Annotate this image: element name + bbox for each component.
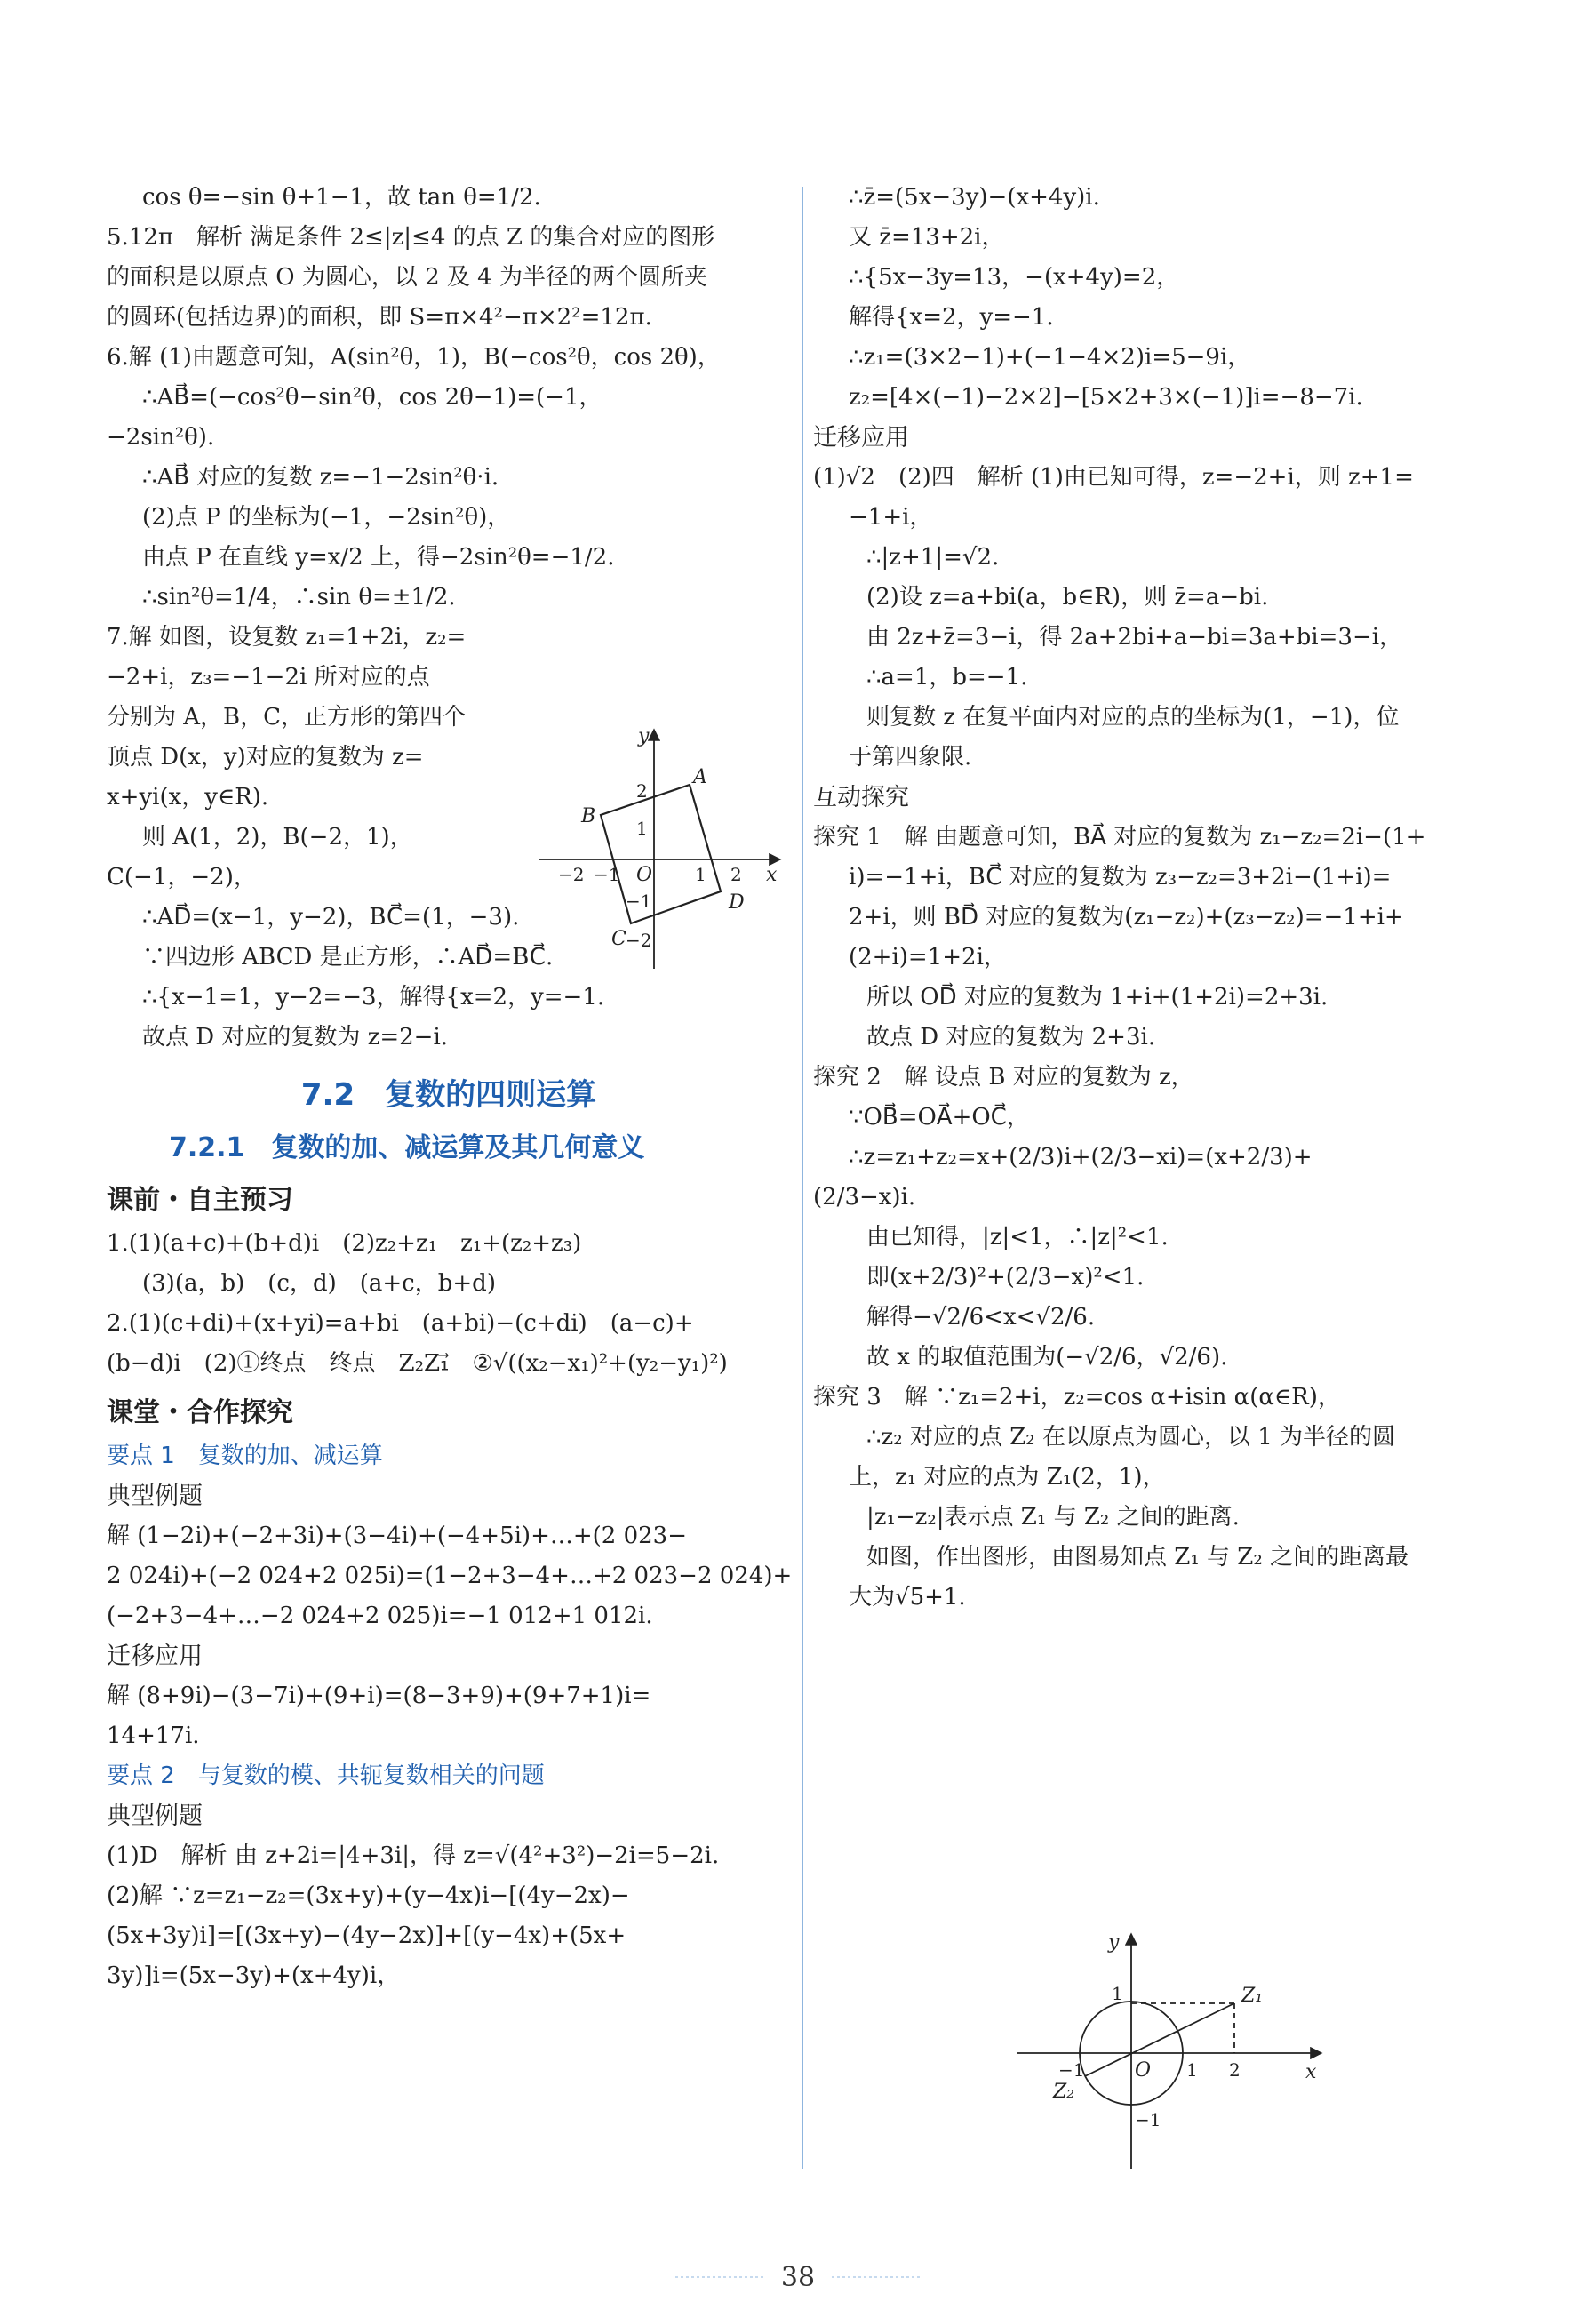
text-line: ∵四边形 ABCD 是正方形，∴AD⃗=BC⃗. [142,944,554,971]
section-heading: 课前・自主预习 [107,1185,293,1216]
text-line: x+yi(x，y∈R). [107,784,269,811]
text-line: 探究 3 解 ∵z₁=2+i，z₂=cos α+isin α(α∈R)， [813,1384,1341,1411]
text-line: 6.解 (1)由题意可知，A(sin²θ，1)，B(−cos²θ，cos 2θ)， [107,344,721,371]
point-d-label: D [729,891,745,914]
point-z2-label: Z₂ [1053,2081,1075,2103]
text-line: ∴AD⃗=(x−1，y−2)，BC⃗=(1，−3). [142,904,520,931]
subsection-label: 典型例题 [107,1802,203,1830]
tick-x: 1 [695,864,706,885]
y-label: y [638,725,650,747]
text-line: 顶点 D(x，y)对应的复数为 z= [107,744,424,771]
y-label: y [1108,1931,1120,1954]
text-line: 7.解 如图，设复数 z₁=1+2i，z₂= [107,624,467,651]
segment-z2-z1 [1085,2003,1234,2076]
text-line: 3y)]i=(5x−3y)+(x+4y)i， [107,1962,401,1989]
tick-y: 2 [636,780,648,802]
tick-y: −1 [626,891,652,912]
tick-y: −1 [1135,2109,1161,2130]
text-line: 解 (8+9i)−(3−7i)+(9+i)=(8−3+9)+(9+7+1)i= [107,1683,651,1709]
tick-y: 1 [636,818,648,839]
text-line: −2+i，z₃=−1−2i 所对应的点 [107,664,430,691]
text-line: ∴AB⃗=(−cos²θ−sin²θ，cos 2θ−1)=(−1， [142,384,602,411]
square-abcd [601,785,721,923]
text-line: 又 z̄=13+2i， [849,224,1005,251]
origin-label: O [636,864,653,886]
subsection-label: 迁移应用 [107,1643,203,1670]
text-line: (2/3−x)i. [813,1184,916,1211]
text-line: (3)(a，b) (c，d) (a+c，b+d) [142,1270,496,1297]
text-line: 探究 1 解 由题意可知，BA⃗ 对应的复数为 z₁−z₂=2i−(1+ [813,824,1426,851]
text-line: (1)D 解析 由 z+2i=|4+3i|，得 z=√(4²+3²)−2i=5−2i. [107,1842,720,1869]
text-line: z₂=[4×(−1)−2×2]−[5×2+3×(−1)]i=−8−7i. [849,384,1363,411]
text-line: 解得−√2/6<x<√2/6. [866,1304,1096,1331]
text-line: (2)点 P 的坐标为(−1，−2sin²θ)， [142,504,511,531]
text-line: C(−1，−2)， [107,864,257,891]
tick-x: 2 [1229,2059,1241,2081]
text-line: ∴z₂ 对应的点 Z₂ 在以原点为圆心，以 1 为半径的圆 [866,1424,1396,1451]
text-line: |z₁−z₂|表示点 Z₁ 与 Z₂ 之间的距离. [866,1504,1240,1531]
text-line: 上，z₁ 对应的点为 Z₁(2，1)， [849,1464,1166,1491]
point-b-label: B [581,805,596,827]
text-line: (−2+3−4+…−2 024+2 025)i=−1 012+1 012i. [107,1603,653,1629]
text-line: ∴z=z₁+z₂=x+(2/3)i+(2/3−xi)=(x+2/3)+ [849,1144,1313,1171]
text-line: 故点 D 对应的复数为 2+3i. [866,1024,1156,1051]
text-line: 探究 2 解 设点 B 对应的复数为 z， [813,1064,1194,1091]
text-line: ∴|z+1|=√2. [866,544,1000,571]
text-line: 1.(1)(a+c)+(b+d)i (2)z₂+z₁ z₁+(z₂+z₃) [107,1230,582,1257]
text-line: ∴a=1，b=−1. [866,664,1028,691]
text-line: ∴AB⃗ 对应的复数 z=−1−2sin²θ·i. [142,464,499,491]
text-line: 5.12π 解析 满足条件 2≤|z|≤4 的点 Z 的集合对应的图形 [107,224,715,251]
text-line: 的面积是以原点 O 为圆心，以 2 及 4 为半径的两个圆所夹 [107,264,707,291]
text-line: 由点 P 在直线 y=x/2 上，得−2sin²θ=−1/2. [142,544,615,571]
subsection-label: 互动探究 [813,784,909,811]
text-line: 大为√5+1. [849,1584,966,1611]
text-line: 于第四象限. [849,744,972,771]
text-line: 解得{x=2，y=−1. [849,304,1054,331]
text-line: 分别为 A，B，C，正方形的第四个 [107,704,467,731]
tick-x: −1 [594,864,620,885]
origin-label: O [1135,2059,1152,2082]
text-line: ∴z̄=(5x−3y)−(x+4y)i. [849,184,1100,211]
tick-x: −2 [558,864,585,885]
text-line: 即(x+2/3)²+(2/3−x)²<1. [866,1264,1145,1291]
key-point-heading: 要点 2 与复数的模、共轭复数相关的问题 [107,1762,545,1789]
heading-7-2-1: 7.2.1 复数的加、减运算及其几何意义 [169,1132,645,1163]
text-line: 则复数 z 在复平面内对应的点的坐标为(1，−1)，位 [866,704,1400,731]
text-line: 所以 OD⃗ 对应的复数为 1+i+(1+2i)=2+3i. [866,984,1329,1011]
text-line: 故点 D 对应的复数为 z=2−i. [142,1024,449,1051]
text-line: (b−d)i (2)①终点 终点 Z₂Z₁⃗ ②√((x₂−x₁)²+(y₂−y₁)²) [107,1350,728,1377]
point-a-label: A [693,766,707,788]
left-column [107,178,791,1996]
section-heading: 课堂・合作探究 [107,1397,293,1428]
text-line: cos θ=−sin θ+1−1，故 tan θ=1/2. [142,184,541,211]
right-column [813,178,1497,1618]
text-line: (2+i)=1+2i， [849,944,1007,971]
figure-unit-circle [1009,1929,1346,2178]
text-line: 解 (1−2i)+(−2+3i)+(3−4i)+(−4+5i)+…+(2 023− [107,1523,688,1549]
heading-7-2: 7.2 复数的四则运算 [300,1077,597,1113]
point-c-label: C [611,928,626,950]
x-label: x [1305,2061,1317,2083]
text-line: ∴z₁=(3×2−1)+(−1−4×2)i=5−9i， [849,344,1251,371]
text-line: −2sin²θ). [107,424,215,451]
text-line: 由 2z+z̄=3−i，得 2a+2bi+a−bi=3a+bi=3−i， [866,624,1403,651]
text-line: (5x+3y)i]=[(3x+y)−(4y−2x)]+[(y−4x)+(5x+ [107,1922,626,1949]
tick-x: −1 [1058,2059,1085,2081]
tick-y: 1 [1112,1983,1123,2004]
tick-x: 2 [730,864,742,885]
text-line: 则 A(1，2)，B(−2，1)， [142,824,413,851]
text-line: i)=−1+i，BC⃗ 对应的复数为 z₃−z₂=3+2i−(1+i)= [849,864,1392,891]
text-line: 故 x 的取值范围为(−√2/6，√2/6). [866,1344,1228,1371]
text-line: ∴sin²θ=1/4，∴sin θ=±1/2. [142,584,456,611]
text-line: 2.(1)(c+di)+(x+yi)=a+bi (a+bi)−(c+di) (a−c)+ [107,1310,694,1337]
point-z1-label: Z₁ [1241,1985,1264,2007]
key-point-heading: 要点 1 复数的加、减运算 [107,1443,383,1469]
text-line: 如图，作出图形，由图易知点 Z₁ 与 Z₂ 之间的距离最 [866,1544,1409,1571]
subsection-label: 典型例题 [107,1483,203,1510]
text-line: 2+i，则 BD⃗ 对应的复数为(z₁−z₂)+(z₃−z₂)=−1+i+ [849,904,1404,931]
tick-y: −2 [626,930,652,951]
figure-square-abcd [521,724,787,973]
subsection-label: 迁移应用 [813,424,909,452]
text-line: (1)√2 (2)四 解析 (1)由已知可得，z=−2+i，则 z+1= [813,464,1414,491]
text-line: 14+17i. [107,1723,200,1749]
text-line: ∵OB⃗=OA⃗+OC⃗， [849,1104,1030,1131]
page-number: 38 [780,2262,816,2293]
text-line: (2)解 ∵z=z₁−z₂=(3x+y)+(y−4x)i−[(4y−2x)− [107,1882,630,1909]
column-divider [802,187,803,2169]
tick-x: 1 [1186,2059,1198,2081]
text-line: −1+i， [849,504,933,531]
text-line: (2)设 z=a+bi(a，b∈R)，则 z̄=a−bi. [866,584,1269,611]
text-line: ∴{5x−3y=13，−(x+4y)=2， [849,264,1180,291]
text-line: 由已知得，|z|<1，∴|z|²<1. [866,1224,1169,1251]
text-line: ∴{x−1=1，y−2=−3，解得{x=2，y=−1. [142,984,605,1011]
text-line: 的圆环(包括边界)的面积，即 S=π×4²−π×2²=12π. [107,304,652,331]
x-label: x [766,864,778,886]
text-line: 2 024i)+(−2 024+2 025i)=(1−2+3−4+…+2 023−2 024)+ [107,1563,793,1589]
